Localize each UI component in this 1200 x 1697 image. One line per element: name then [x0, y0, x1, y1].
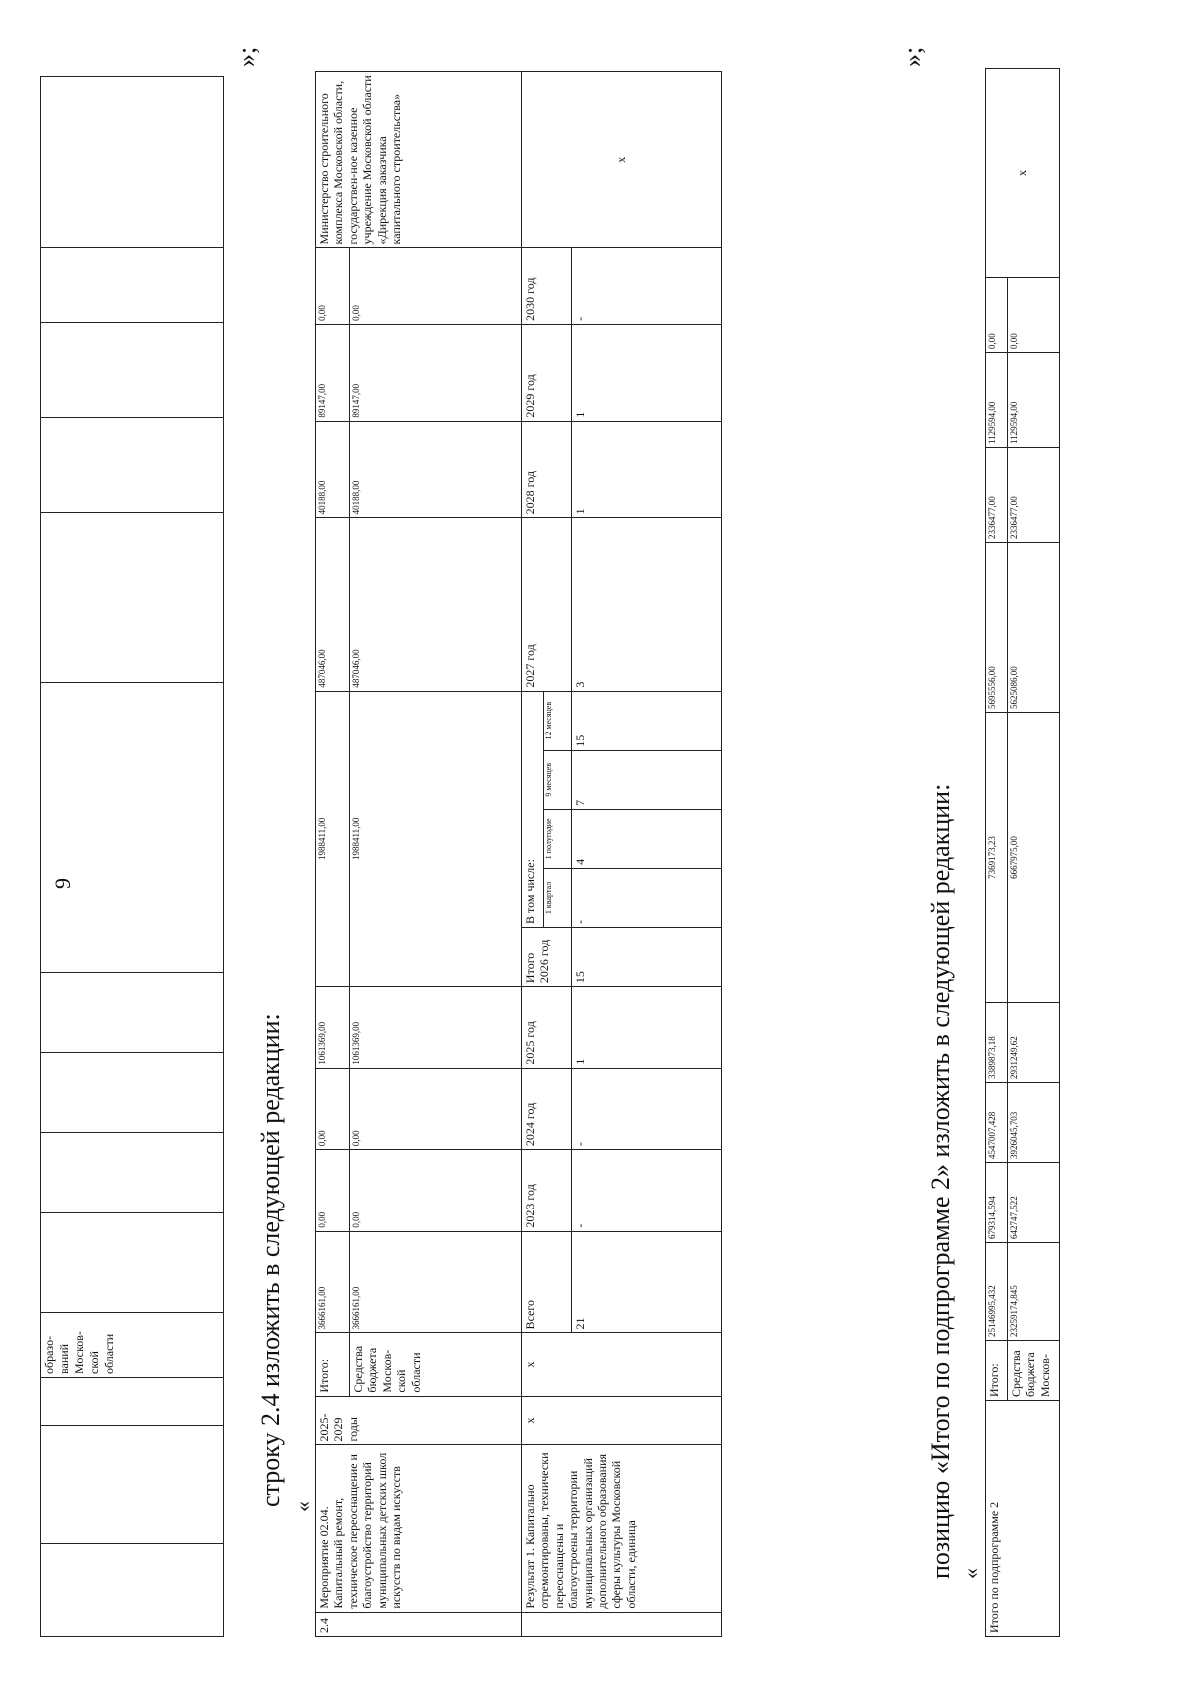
result-x-period: х [522, 1396, 722, 1445]
val-total: 21 [572, 1231, 722, 1333]
source-value: 487046,00 [350, 518, 522, 691]
source-value: 40188,00 [350, 421, 522, 518]
total-value: 1129594,00 [986, 353, 1008, 448]
cell-empty [41, 683, 224, 973]
total-value: 2336477,00 [986, 448, 1008, 543]
event-name: Мероприятие 02.04. Капитальный ремонт, техническое переоснащение и благоустройство территорий муниципальных детских школ искусств по видам искусств [316, 1445, 522, 1612]
total-value: 89147,00 [316, 324, 350, 421]
cell-empty [41, 323, 224, 418]
cell-empty [41, 418, 224, 513]
source-value-2026: 1988411,00 [350, 691, 522, 986]
result-x-source: х [522, 1333, 722, 1396]
val-2028: 1 [572, 421, 722, 518]
hdr-2030: 2030 год [522, 248, 572, 324]
total-value: 3666161,00 [316, 1231, 350, 1333]
fin-total-label: Итого: [986, 1341, 1008, 1401]
row-24-table [315, 71, 722, 1637]
hdr-q1: 1 квартал [544, 868, 572, 927]
total-value: 40188,00 [316, 421, 350, 518]
fragment-source-label: образо-ваний Москов-ской области [41, 1313, 224, 1378]
val-2027: 3 [572, 518, 722, 691]
source-value: 0,00 [350, 1150, 522, 1232]
source-value: 3666161,00 [350, 1231, 522, 1333]
total-value: 679314,594 [986, 1163, 1008, 1243]
total-value: 4547007,428 [986, 1083, 1008, 1163]
total-value: 0,00 [316, 248, 350, 324]
cell-empty [522, 1612, 722, 1636]
cell-empty [41, 973, 224, 1053]
val-2029: 1 [572, 324, 722, 421]
source-value: 2931249,62 [1008, 1003, 1060, 1083]
hdr-2026: Итого 2026 год [522, 927, 572, 986]
hdr-h1: 1 полугодие [544, 809, 572, 868]
source-value: 5625086,00 [1008, 543, 1060, 713]
source-value: 0,00 [1008, 278, 1060, 353]
total-value: 3389873,18 [986, 1003, 1008, 1083]
hdr-2028: 2028 год [522, 421, 572, 518]
total-value: 0,00 [316, 1150, 350, 1232]
subtotal-table [985, 68, 1060, 1637]
hdr-including: В том числе: [522, 691, 544, 927]
cell-empty [41, 77, 224, 248]
cell-empty [41, 513, 224, 683]
val-9m: 7 [572, 750, 722, 809]
cell-empty [41, 1544, 224, 1637]
executor: Министерство строительного комплекса Московской области, государствен-ное казенное учреждение Московской области «Дирекция заказчика капитального строительства» [316, 72, 522, 248]
total-value: 0,00 [986, 278, 1008, 353]
val-2030: - [572, 248, 722, 324]
result-name: Результат 1. Капитально отремонтированы, технически переоснащены и благоустроены территории муниципальных организаций дополнительного образования сферы культуры Московской области, единица [522, 1445, 722, 1612]
total-value: 5695556,00 [986, 543, 1008, 713]
event-period: 2025-2029 годы [316, 1396, 522, 1445]
total-value: 487046,00 [316, 518, 350, 691]
subtotal-label: Итого по подпрограмме 2 [986, 1401, 1060, 1637]
val-2025: 1 [572, 987, 722, 1069]
source-value: 2336477,00 [1008, 448, 1060, 543]
hdr-2025: 2025 год [522, 987, 572, 1069]
source-value: 89147,00 [350, 324, 522, 421]
result-x-executor: х [522, 72, 722, 248]
source-value: 642747,522 [1008, 1163, 1060, 1243]
total-value: 25146995,432 [986, 1243, 1008, 1341]
cell-empty [41, 1213, 224, 1313]
val-2023: - [572, 1150, 722, 1232]
previous-table-fragment [40, 76, 224, 1637]
val-q1: - [572, 868, 722, 927]
heading-subtotal: позицию «Итого по подпрограмме 2» изложить в следующей редакции: [926, 783, 955, 1579]
total-value: 1061369,00 [316, 987, 350, 1069]
hdr-total: Всего [522, 1231, 572, 1333]
row-number: 2.4 [316, 1612, 522, 1636]
total-value: 0,00 [316, 1068, 350, 1150]
source-value: 0,00 [350, 248, 522, 324]
source-value: 23259174,845 [1008, 1243, 1060, 1341]
fin-total-label: Итого: [316, 1333, 350, 1396]
open-quote: « [958, 1568, 983, 1579]
subtotal-x: х [986, 69, 1060, 278]
source-value: 0,00 [350, 1068, 522, 1150]
source-value: 1129594,00 [1008, 353, 1060, 448]
total-value-2026: 7369173,23 [986, 713, 1008, 1003]
hdr-2024: 2024 год [522, 1068, 572, 1150]
close-quote: »; [898, 46, 927, 67]
cell-empty [41, 1378, 224, 1426]
close-quote: »; [232, 46, 261, 67]
cell-empty [41, 1053, 224, 1133]
source-value: 1061369,00 [350, 987, 522, 1069]
hdr-2027: 2027 год [522, 518, 572, 691]
hdr-2023: 2023 год [522, 1150, 572, 1232]
cell-empty [41, 1426, 224, 1544]
source-value-2026: 6667975,00 [1008, 713, 1060, 1003]
hdr-12m: 12 месяцев [544, 691, 572, 750]
page-number: 9 [50, 878, 75, 889]
val-h1: 4 [572, 809, 722, 868]
cell-empty [41, 248, 224, 323]
fin-source-label: Средства бюджета Москов- [1008, 1341, 1060, 1401]
total-value-2026: 1988411,00 [316, 691, 350, 986]
val-2024: - [572, 1068, 722, 1150]
fin-source-label: Средства бюджета Москов-ской области [350, 1333, 522, 1396]
hdr-9m: 9 месяцев [544, 750, 572, 809]
open-quote: « [290, 1501, 315, 1512]
val-2026: 15 [572, 927, 722, 986]
heading-row-24: строку 2.4 изложить в следующей редакции: [256, 1013, 285, 1507]
hdr-2029: 2029 год [522, 324, 572, 421]
source-value: 3926045,703 [1008, 1083, 1060, 1163]
cell-empty [41, 1133, 224, 1213]
val-12m: 15 [572, 691, 722, 750]
